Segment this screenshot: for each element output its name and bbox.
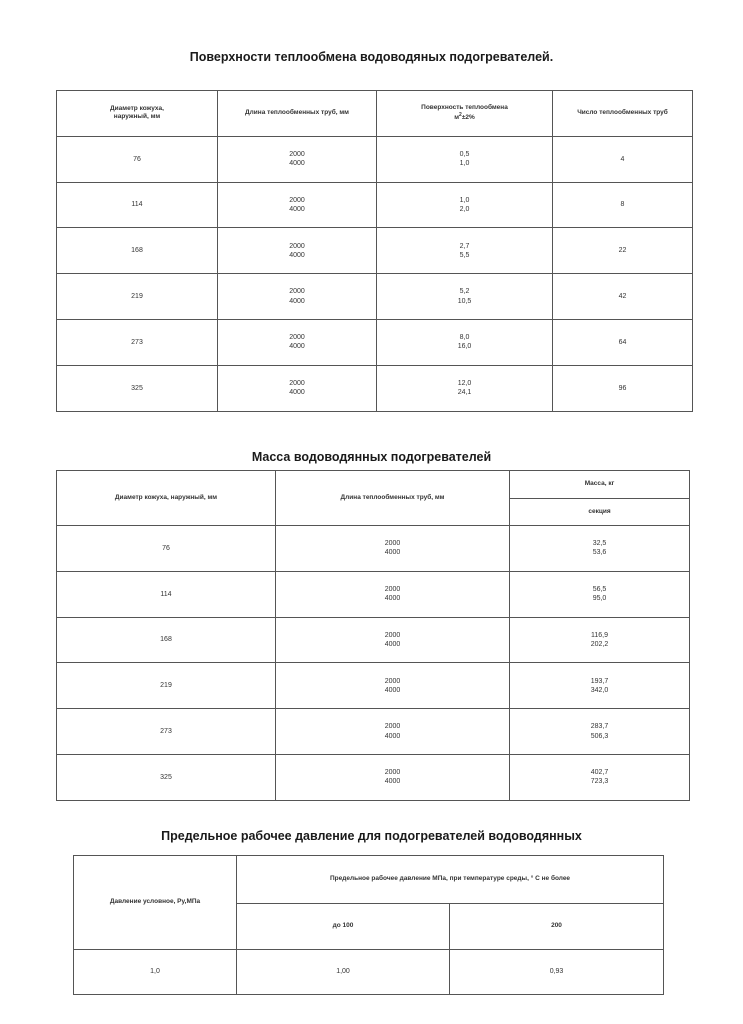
tubes-cell: 4 [553, 136, 693, 182]
surface-cell [377, 136, 553, 182]
length-cell-line: 4000 [384, 686, 401, 694]
length-cell [276, 526, 510, 572]
mass-cell [510, 526, 690, 572]
mass-cell [510, 571, 690, 617]
length-cell-line: 4000 [289, 205, 305, 213]
length-header: Длина теплообменных труб, мм [276, 471, 510, 526]
surface-cell [377, 365, 553, 411]
length-cell [218, 136, 377, 182]
length-cell-line: 4000 [384, 778, 401, 786]
heat-surface-table [56, 90, 693, 412]
tubes-cell: 8 [553, 182, 693, 228]
length-cell-line: 2000 [289, 334, 305, 342]
mass-cell-line: 202,2 [590, 640, 609, 648]
diameter-cell: 325 [57, 365, 218, 411]
diameter-cell: 219 [57, 274, 218, 320]
mass-cell [510, 709, 690, 755]
surface-cell-line: 5,5 [459, 251, 470, 259]
temp-col-b-header: 200 [450, 904, 664, 950]
mass-cell-line: 402,7 [590, 769, 609, 777]
mass-cell [510, 617, 690, 663]
mass-cell [510, 663, 690, 709]
length-cell-line: 2000 [384, 723, 401, 731]
length-cell-line: 4000 [289, 297, 305, 305]
table-row [57, 228, 693, 274]
mass-cell-line: 53,6 [592, 549, 607, 557]
length-cell-line: 2000 [384, 769, 401, 777]
surface-cell-line: 2,0 [459, 205, 470, 213]
surface-cell [377, 274, 553, 320]
length-cell-line: 2000 [384, 631, 401, 639]
surface-cell [377, 319, 553, 365]
surface-unit-sup: 2 [459, 112, 462, 119]
table-row [74, 950, 664, 995]
length-cell [276, 709, 510, 755]
diameter-cell: 168 [57, 228, 218, 274]
diameter-cell: 168 [57, 617, 276, 663]
length-cell [218, 182, 377, 228]
length-cell [218, 274, 377, 320]
mass-table [56, 470, 690, 801]
tubes-cell: 96 [553, 365, 693, 411]
length-cell-line: 2000 [289, 151, 305, 159]
length-cell-line: 2000 [384, 677, 401, 685]
surface-cell-line: 2,7 [459, 242, 470, 250]
surface-cell-line: 1,0 [459, 160, 470, 168]
surface-cell-line: 24,1 [457, 389, 472, 397]
section-header: секция [510, 499, 690, 526]
table1-title: Поверхности теплообмена водоводяных подогревателей. [189, 50, 554, 64]
diameter-cell: 76 [57, 526, 276, 572]
table-row [57, 663, 690, 709]
surface-header-line: Поверхность теплообмена [421, 103, 508, 111]
length-cell-line: 2000 [289, 380, 305, 388]
table3-title: Предельное рабочее давление для подогревателей водоводянных [161, 829, 582, 843]
surface-cell-line: 5,2 [459, 288, 470, 296]
temp-col-a-header: до 100 [237, 904, 450, 950]
table-row [57, 709, 690, 755]
length-cell-line: 2000 [289, 196, 305, 204]
table-header-row [57, 471, 690, 499]
pressure-header: Давление условное, Ру,МПа [74, 856, 237, 950]
surface-cell-line: 0,5 [459, 151, 470, 159]
limit-header: Предельное рабочее давление МПа, при температуре среды, ° С не более [237, 856, 664, 904]
tubes-header: Число теплообменных труб [553, 91, 693, 137]
length-cell-line: 4000 [384, 732, 401, 740]
diameter-cell: 325 [57, 754, 276, 800]
surface-unit-b: ±2% [461, 114, 475, 122]
table-row [57, 754, 690, 800]
mass-cell-line: 56,5 [592, 586, 607, 594]
surface-cell-line: 1,0 [459, 196, 470, 204]
diameter-cell: 114 [57, 182, 218, 228]
length-cell [276, 663, 510, 709]
surface-header [377, 91, 553, 137]
length-cell-line: 2000 [384, 586, 401, 594]
mass-cell-line: 95,0 [592, 595, 607, 603]
mass-cell-line: 283,7 [590, 723, 609, 731]
mass-cell [510, 754, 690, 800]
pressure-table [73, 855, 664, 995]
surface-cell-line: 16,0 [457, 343, 472, 351]
table-row [57, 365, 693, 411]
surface-cell-line: 8,0 [459, 334, 470, 342]
diameter-cell: 273 [57, 709, 276, 755]
length-cell [218, 365, 377, 411]
mass-cell-line: 32,5 [592, 540, 607, 548]
mass-cell-line: 116,9 [591, 631, 608, 639]
diameter-cell: 76 [57, 136, 218, 182]
table-row [57, 136, 693, 182]
table-header-row [74, 856, 664, 904]
table-row [57, 617, 690, 663]
length-header: Длина теплообменных труб, мм [218, 91, 377, 137]
surface-cell-line: 10,5 [457, 297, 472, 305]
pressure-cell: 1,0 [74, 950, 237, 995]
surface-unit-a: м [454, 114, 460, 122]
length-cell-line: 2000 [384, 540, 401, 548]
mass-cell-line: 723,3 [590, 778, 609, 786]
mass-header: Масса, кг [510, 471, 690, 499]
length-cell-line: 2000 [289, 242, 305, 250]
diameter-cell: 273 [57, 319, 218, 365]
length-cell-line: 4000 [289, 389, 305, 397]
length-cell [276, 617, 510, 663]
mass-cell-line: 506,3 [590, 732, 609, 740]
diameter-header-line: Диаметр кожуха, [110, 104, 164, 112]
diameter-header [57, 91, 218, 137]
table-row [57, 319, 693, 365]
tubes-cell: 42 [553, 274, 693, 320]
length-cell-line: 2000 [289, 288, 305, 296]
table-header-row [57, 91, 693, 137]
diameter-header-line: наружный, мм [113, 113, 161, 121]
tubes-cell: 22 [553, 228, 693, 274]
surface-unit [377, 112, 552, 123]
diameter-cell: 114 [57, 571, 276, 617]
temp-b-cell: 0,93 [450, 950, 664, 995]
mass-cell-line: 342,0 [590, 686, 609, 694]
table-row [57, 274, 693, 320]
diameter-cell: 219 [57, 663, 276, 709]
length-cell-line: 4000 [384, 595, 401, 603]
table-row [57, 571, 690, 617]
surface-cell [377, 228, 553, 274]
mass-cell-line: 193,7 [590, 677, 609, 685]
diameter-header: Диаметр кожуха, наружный, мм [57, 471, 276, 526]
length-cell-line: 4000 [289, 251, 305, 259]
table-row [57, 526, 690, 572]
length-cell-line: 4000 [289, 343, 305, 351]
tubes-cell: 64 [553, 319, 693, 365]
length-cell-line: 4000 [384, 640, 401, 648]
length-cell [218, 228, 377, 274]
length-cell-line: 4000 [289, 160, 305, 168]
table2-title: Масса водоводянных подогревателей [251, 450, 492, 464]
surface-cell-line: 12,0 [457, 380, 472, 388]
length-cell [276, 754, 510, 800]
length-cell [276, 571, 510, 617]
length-cell-line: 4000 [384, 549, 401, 557]
surface-cell [377, 182, 553, 228]
table-row [57, 182, 693, 228]
temp-a-cell: 1,00 [237, 950, 450, 995]
length-cell [218, 319, 377, 365]
